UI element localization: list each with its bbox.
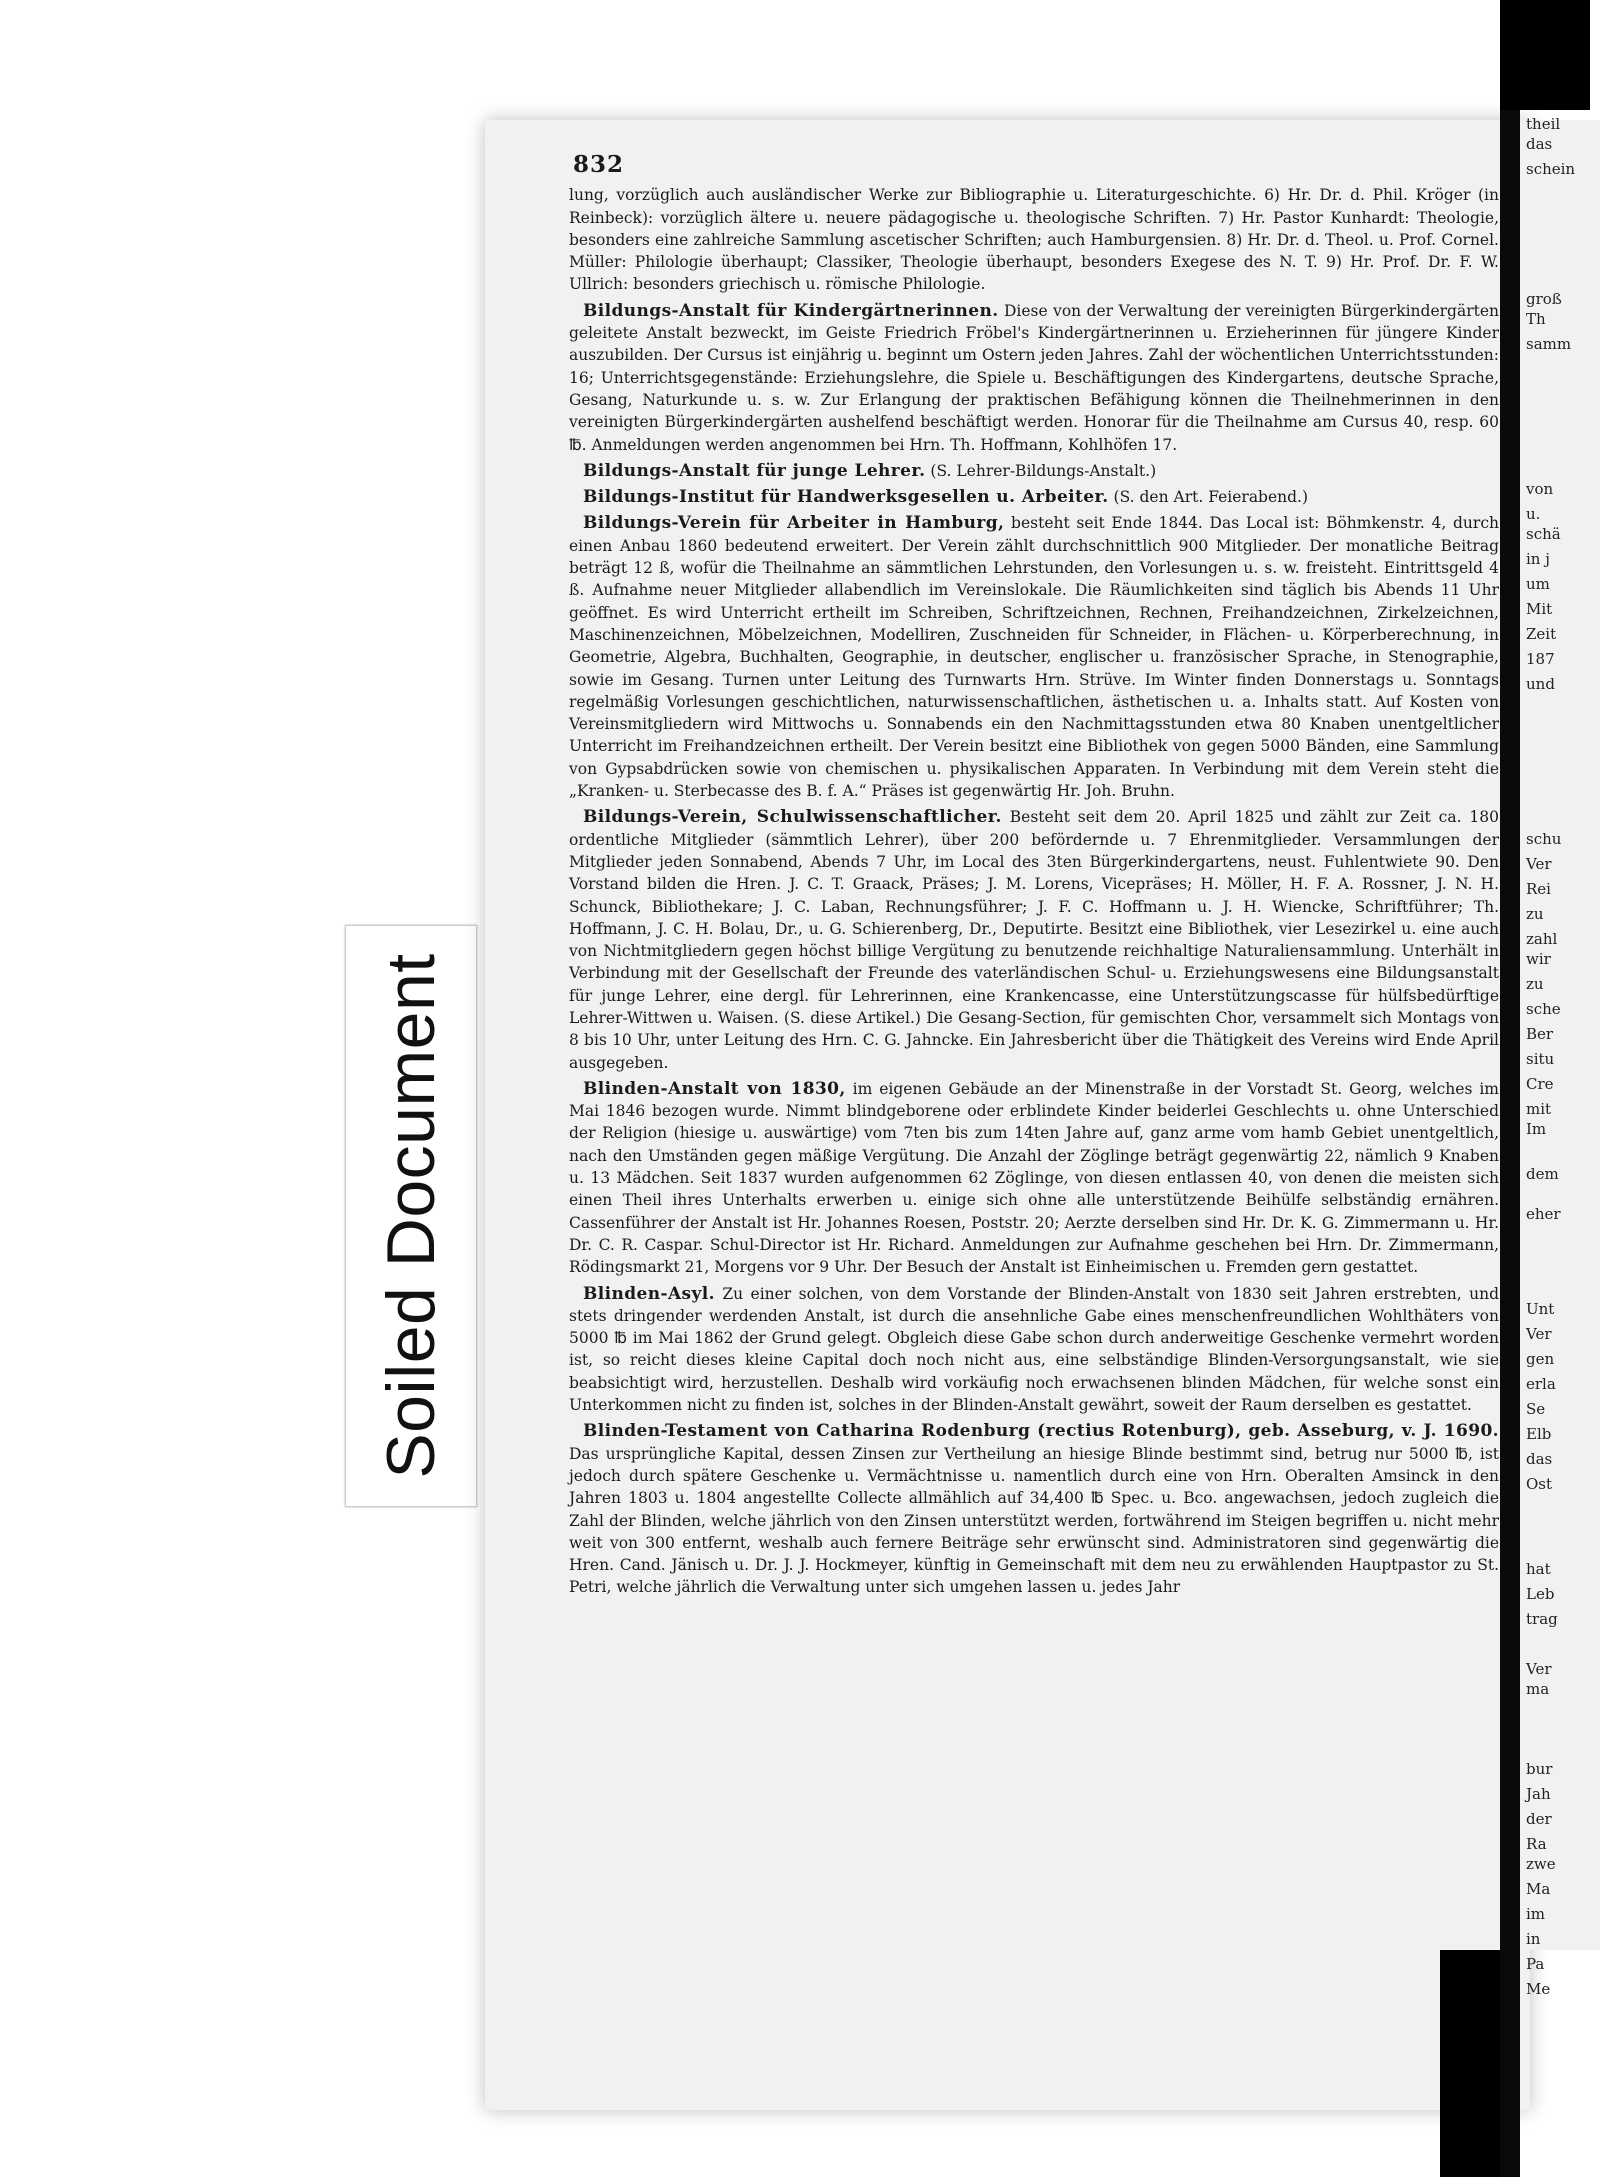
- next-page-fragment: schein: [1526, 160, 1576, 178]
- entry-heading: Blinden-Testament von Catharina Rodenburg (rectius Rotenburg), geb. Asseburg, v. J. 1690.: [583, 1421, 1499, 1442]
- next-page-fragment: eher: [1526, 1205, 1561, 1223]
- entry-text: Besteht seit dem 20. April 1825 und zählt zur Zeit ca. 180 ordentliche Mitglieder (sämmtlich Lehrer), über 200 befördernde u. 7 Ehrenmitglieder. Versammlungen der Mitglieder jeden Sonnabend, Abends 7 Uhr, im Local des 3ten Bürgerkindergartens, neust. Fuhlentwiete 90. Den Vorstand bilden die Hren. J. C. T. Graack, Präses; J. M. Lorens, Vicepräses; H. Möller, H. F. A. Rossner, J. N. H. Schunck, Bibliothekare; J. C. Laban, Rechnungsführer; J. F. C. Hoffmann u. J. H. Wiencke, Schriftführer; Th. Hoffmann, J. C. H. Bolau, Dr., u. G. Schierenberg, Dr., Deputirte. Besitzt eine Bibliothek, vier Lesezirkel u. eine auch von Nichtmitgliedern gegen höchst billige Vergütung zu benutzende reichhaltige Naturaliensammlung. Unterhält in Verbindung mit der Gesellschaft der Freunde des vaterländischen Schul- u. Erziehungswesens eine Bildungsanstalt für junge Lehrer, eine dergl. für Lehrerinnen, eine Krankencasse, eine Unterstützungscasse für hülfsbedürftige Lehrer-Wittwen u. Waisen. (S. diese Artikel.) Die Gesang-Section, für gemischten Chor, versammelt sich Montags von 8 bis 10 Uhr, unter Leitung des Hrn. C. G. Jahncke. Ein Jahresbericht über die Thätigkeit des Vereins wird Ende April ausgegeben.: [569, 808, 1500, 1072]
- page-number: 832: [573, 151, 625, 178]
- next-page-fragment: Jah: [1526, 1785, 1551, 1803]
- entry-text: (S. den Art. Feierabend.): [1108, 488, 1309, 507]
- gutter-top-block: [1500, 0, 1590, 110]
- entry-list: [569, 184, 1499, 1598]
- next-page-fragment: Leb: [1526, 1585, 1555, 1603]
- next-page-fragment: dem: [1526, 1165, 1559, 1183]
- dictionary-entry: [569, 806, 1499, 1074]
- soiled-document-text: Soiled Document: [373, 953, 449, 1479]
- entry-text: im eigenen Gebäude an der Minenstraße in der Vorstadt St. Georg, welches im Mai 1846 bezogen wurde. Nimmt blindgeborene oder erblindete Kinder beiderlei Geschlechts u. ohne Unterschied der Religion (hiesige u. auswärtige) vom 7ten bis zum 14ten Jahre auf, ganz arme vom hamb Gebiet unentgeltlich, nach den Umständen gegen mäßige Vergütung. Die Anzahl der Zöglinge beträgt gegenwärtig 22, nämlich 9 Knaben u. 13 Mädchen. Seit 1837 wurden aufgenommen 62 Zöglinge, von diesen entlassen 40, von denen die meisten sich einen Theil ihres Unterhalts erwerben u. einige sich ohne alle unterstützende Beihülfe selbständig ernähren. Cassenführer der Anstalt ist Hr. Johannes Roesen, Poststr. 20; Aerzte derselben sind Hr. Dr. K. G. Zimmermann u. Hr. Dr. C. R. Caspar. Schul-Director ist Hr. Richard. Anmeldungen zur Aufnahme geschehen bei Hrn. Dr. Zimmermann, Rödingsmarkt 21, Morgens vor 9 Uhr. Der Besuch der Anstalt ist Einheimischen u. Fremden gern gestattet.: [569, 1079, 1499, 1277]
- next-page-fragment: zu: [1526, 905, 1544, 923]
- entry-heading: Blinden-Asyl.: [583, 1283, 715, 1304]
- next-page-fragment: sche: [1526, 1000, 1561, 1018]
- next-page-fragment: ma: [1526, 1680, 1550, 1698]
- next-page-edge: [1520, 115, 1600, 1998]
- next-page-fragment: gen: [1526, 1350, 1555, 1368]
- next-page-fragment: Th: [1526, 310, 1546, 328]
- next-page-fragment: Elb: [1526, 1425, 1552, 1443]
- next-page-fragment: in j: [1526, 550, 1550, 568]
- next-page-fragment: das: [1526, 135, 1553, 153]
- next-page-fragment: im: [1526, 1905, 1546, 1923]
- entry-text: lung, vorzüglich auch ausländischer Werke zur Bibliographie u. Literaturgeschichte. 6) Hr. Dr. d. Phil. Kröger (in Reinbeck): vorzüglich ältere u. neuere pädagogische u. theologische Schriften. 7) Hr. Pastor Kunhardt: Theologie, besonders eine zahlreiche Sammlung ascetischer Schriften; auch Hamburgensien. 8) Hr. Dr. d. Theol. u. Prof. Cornel. Müller: Philologie überhaupt; Classiker, Theologie überhaupt, besonders Exegese des N. T. 9) Hr. Prof. Dr. F. W. Ullrich: besonders griechisch u. römische Philologie.: [569, 186, 1499, 294]
- next-page-fragment: bur: [1526, 1760, 1553, 1778]
- next-page-fragment: samm: [1526, 335, 1572, 353]
- next-page-fragment: Mit: [1526, 600, 1553, 618]
- entry-text: besteht seit Ende 1844. Das Local ist: Böhmkenstr. 4, durch einen Anbau 1860 bedeutend erweitert. Der Verein zählt durchschnittlich 900 Mitglieder. Der monatliche Beitrag beträgt 12 ß, wofür die Theilnahme an sämmtlichen Lehrstunden, den Vorlesungen u. s. w. freisteht. Eintrittsgeld 4 ß. Aufnahme neuer Mitglieder allabendlich im Vereinslokale. Die Räumlichkeiten sind täglich bis Abends 11 Uhr geöffnet. Es wird Unterricht ertheilt im Schreiben, Schriftzeichnen, Rechnen, Freihandzeichnen, Zirkelzeichnen, Maschinenzeichnen, Möbelzeichnen, Modelliren, Zuschneiden für Schneider, in Flächen- u. Körperberechnung, in Geometrie, Algebra, Buchhalten, Geographie, in deutscher, englischer u. französischer Sprache, in Stenographie, sowie im Gesang. Turnen unter Leitung des Turnwarts Hrn. Strüve. Im Winter finden Donnerstags u. Sonntags regelmäßig Vorlesungen geschichtlichen, naturwissenschaftlichen, ästhetischen u. a. Inhalts statt. Auf Kosten von Vereinsmitgliedern wird Mittwochs u. Sonnabends ein den Nachmittagsstunden etwa 80 Knaben unentgeltlicher Unterricht im Freihandzeichnen ertheilt. Der Verein besitzt eine Bibliothek von gegen 5000 Bänden, eine Sammlung von Gypsabdrücken sowie von chemischen u. physikalischen Apparaten. In Verbindung mit dem Verein steht die „Kranken- u. Sterbecasse des B. f. A.“ Präses ist gegenwärtig Hr. Joh. Bruhn.: [569, 514, 1499, 801]
- entry-text: (S. Lehrer-Bildungs-Anstalt.): [925, 461, 1157, 480]
- next-page-fragment: zahl: [1526, 930, 1558, 948]
- next-page-fragment: 187: [1526, 650, 1555, 668]
- entry-text: Diese von der Verwaltung der vereinigten Bürgerkindergärten geleitete Anstalt bezweckt, im Geiste Friedrich Fröbel's Kindergärtnerinnen u. Erzieherinnen für jüngere Kinder auszubilden. Der Cursus ist einjährig u. beginnt um Ostern jeden Jahres. Zahl der wöchentlichen Unterrichtsstunden: 16; Unterrichtsgegenstände: Erziehungslehre, die Spiele u. Beschäftigungen des Kindergartens, deutsche Sprache, Gesang, Naturkunde u. s. w. Zur Erlangung der praktischen Befähigung können die Theilnehmerinnen in den vereinigten Bürgerkindergärten aushelfend beschäftigt werden. Honorar für die Theilnahme am Cursus 40, resp. 60 ℔. Anmeldungen werden angenommen bei Hrn. Th. Hoffmann, Kohlhöfen 17.: [569, 301, 1499, 454]
- next-page-fragment: mit: [1526, 1100, 1552, 1118]
- next-page-fragment: Me: [1526, 1980, 1551, 1998]
- next-page-fragment: groß: [1526, 290, 1562, 308]
- entry-heading: Bildungs-Verein, Schulwissenschaftlicher.: [583, 807, 1002, 828]
- entry-heading: Bildungs-Institut für Handwerksgesellen u. Arbeiter.: [583, 487, 1109, 508]
- next-page-fragment: situ: [1526, 1050, 1555, 1068]
- next-page-fragment: schä: [1526, 525, 1561, 543]
- entry-text: Zu einer solchen, von dem Vorstande der Blinden-Anstalt von 1830 seit Jahren erstrebten, und stets dringender werdenden Anstalt, ist durch die ansehnliche Gabe eines menschenfreundlichen Wohlthäters von 5000 ℔ im Mai 1862 der Grund gelegt. Obgleich diese Gabe schon durch anderweitige Geschenke vermehrt worden ist, so reicht dieses kleine Capital doch noch nicht aus, eine selbständige Blinden-Versorgungsanstalt, wie sie beabsichtigt wird, herzustellen. Deshalb wird vorkäufig noch erwachsenen blinden Mädchen, für welche sonst ein Unterkommen nicht zu finden ist, solches in der Blinden-Anstalt gewährt, soweit der Raum derselben es gestattet.: [569, 1284, 1499, 1415]
- next-page-fragment: zwe: [1526, 1855, 1556, 1873]
- next-page-fragment: von: [1526, 480, 1554, 498]
- next-page-fragment: Ber: [1526, 1025, 1554, 1043]
- dictionary-entry: [569, 1420, 1499, 1598]
- dictionary-entry: [569, 184, 1499, 295]
- next-page-fragment: wir: [1526, 950, 1551, 968]
- next-page-fragment: erla: [1526, 1375, 1556, 1393]
- next-page-fragment: zu: [1526, 975, 1544, 993]
- next-page-fragment: Rei: [1526, 880, 1551, 898]
- gutter-shadow: [1500, 0, 1520, 2177]
- next-page-fragment: Im: [1526, 1120, 1547, 1138]
- entry-heading: Blinden-Anstalt von 1830,: [583, 1078, 846, 1099]
- next-page-fragment: Ver: [1526, 855, 1552, 873]
- next-page-fragment: schu: [1526, 830, 1562, 848]
- next-page-fragment: Ma: [1526, 1880, 1551, 1898]
- next-page-fragment: Se: [1526, 1400, 1546, 1418]
- next-page-fragment: Cre: [1526, 1075, 1554, 1093]
- book-page: [485, 120, 1530, 2110]
- dictionary-entry: [569, 1283, 1499, 1417]
- entry-heading: Bildungs-Anstalt für junge Lehrer.: [583, 460, 926, 481]
- dictionary-entry: [569, 300, 1499, 456]
- dictionary-entry: [569, 512, 1499, 802]
- page-body: [569, 151, 1500, 1603]
- dictionary-entry: [569, 486, 1499, 508]
- next-page-fragment: Ra: [1526, 1835, 1547, 1853]
- entry-heading: Bildungs-Verein für Arbeiter in Hamburg,: [583, 513, 1005, 534]
- next-page-fragment: der: [1526, 1810, 1552, 1828]
- gutter-bottom-block: [1440, 1950, 1500, 2177]
- next-page-fragment: Ver: [1526, 1660, 1552, 1678]
- soiled-document-label: [345, 925, 477, 1507]
- next-page-fragment: hat: [1526, 1560, 1551, 1578]
- entry-heading: Bildungs-Anstalt für Kindergärtnerinnen.: [583, 300, 999, 321]
- next-page-fragment: theil: [1526, 115, 1561, 133]
- next-page-fragment: das: [1526, 1450, 1553, 1468]
- next-page-fragment: und: [1526, 675, 1555, 693]
- dictionary-entry: [569, 1078, 1499, 1279]
- next-page-fragment: Pa: [1526, 1955, 1545, 1973]
- next-page-fragment: u.: [1526, 505, 1541, 523]
- next-page-fragment: trag: [1526, 1610, 1558, 1628]
- entry-text: Das ursprüngliche Kapital, dessen Zinsen zur Vertheilung an hiesige Blinde bestimmt sind, betrug nur 5000 ℔, ist jedoch durch spätere Geschenke u. Vermächtnisse u. namentlich durch eine von Hrn. Oberalten Amsinck in den Jahren 1803 u. 1804 angestellte Collecte allmählich auf 34,400 ℔ Spec. u. Bco. angewachsen, jedoch zugleich die Zahl der Blinden, welche jährlich von den Zinsen unterstützt werden, fortwährend im Steigen begriffen u. nicht mehr weit von 300 entfernt, weshalb auch fernere Beiträge sehr erwünscht sind. Administratoren sind gegenwärtig die Hren. Cand. Jänisch u. Dr. J. J. Hockmeyer, künftig in Gemeinschaft mit dem neu zu erwählenden Hauptpastor zu St. Petri, welche jährlich die Verwaltung unter sich umgehen lassen u. jedes Jahr: [569, 1444, 1499, 1597]
- dictionary-entry: [569, 460, 1499, 482]
- next-page-fragment: Ver: [1526, 1325, 1552, 1343]
- next-page-fragment: in: [1526, 1930, 1541, 1948]
- next-page-fragment: um: [1526, 575, 1550, 593]
- next-page-fragment: Zeit: [1526, 625, 1557, 643]
- next-page-fragment: Unt: [1526, 1300, 1555, 1318]
- next-page-fragment: Ost: [1526, 1475, 1553, 1493]
